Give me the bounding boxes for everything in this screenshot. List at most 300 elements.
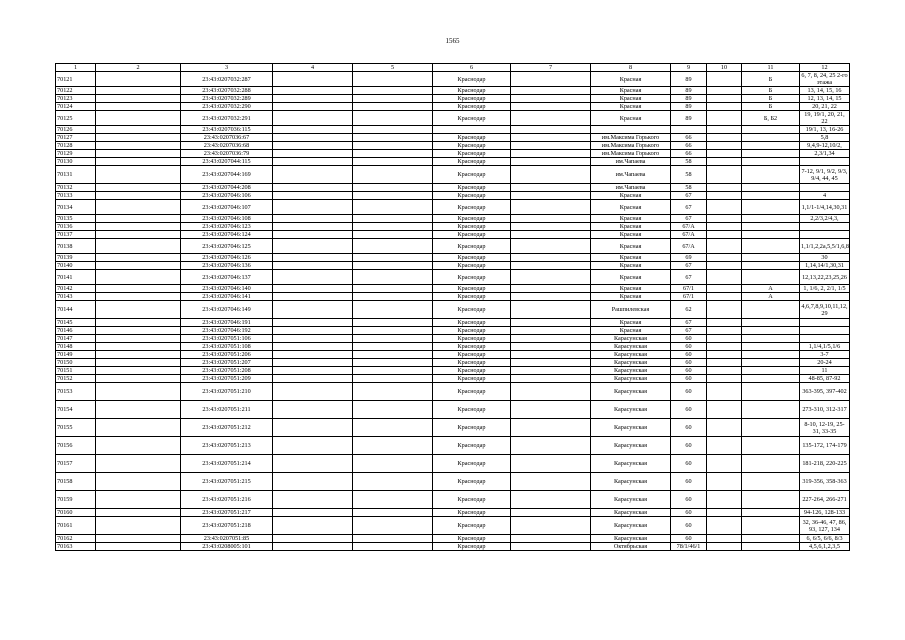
col-7-cell [511,270,591,285]
premises-numbers-cell: 6, 6/5, 6/6, 8/3 [800,535,850,543]
col-2-cell [96,543,181,551]
col-4-cell [273,359,353,367]
house-number-cell: 60 [671,473,707,491]
col-5-cell [353,543,433,551]
row-number-cell: 70152 [56,375,96,383]
col-4-cell [273,509,353,517]
cadastral-number-cell: 23:43:0207046:136 [181,262,273,270]
house-number-cell: 60 [671,351,707,359]
col-10-cell [707,239,742,254]
col-10-cell [707,231,742,239]
house-number-cell: 67 [671,192,707,200]
col-5-cell [353,215,433,223]
col-4-cell [273,327,353,335]
city-cell: Краснодар [433,150,511,158]
col-5-cell [353,254,433,262]
table-row [56,359,850,367]
col-10-cell [707,491,742,509]
city-cell: Краснодар [433,509,511,517]
city-cell: Краснодар [433,215,511,223]
city-cell: Краснодар [433,262,511,270]
table-row [56,367,850,375]
col-7-cell [511,192,591,200]
table-row [56,383,850,401]
col-2-cell [96,192,181,200]
premises-numbers-cell [800,231,850,239]
building-letter-cell: А [742,285,800,293]
col-10-cell [707,262,742,270]
col-7-cell [511,200,591,215]
house-number-cell: 60 [671,359,707,367]
cadastral-number-cell: 23:43:0207046:137 [181,270,273,285]
building-letter-cell [742,319,800,327]
col-5-cell [353,134,433,142]
col-2-cell [96,327,181,335]
building-letter-cell: Б, Б2 [742,111,800,126]
col-5-cell [353,158,433,166]
col-4-cell [273,419,353,437]
street-cell: им.Максима Горького [591,150,671,158]
city-cell: Краснодар [433,437,511,455]
col-10-cell [707,126,742,134]
house-number-cell: 67/А [671,223,707,231]
premises-numbers-cell [800,319,850,327]
row-number-cell: 70154 [56,401,96,419]
col-10-cell [707,142,742,150]
street-cell: Рашпилевская [591,301,671,319]
row-number-cell: 70130 [56,158,96,166]
col-5-cell [353,401,433,419]
building-letter-cell [742,517,800,535]
building-letter-cell [742,419,800,437]
table-row [56,192,850,200]
col-2-cell [96,200,181,215]
house-number-cell: 89 [671,111,707,126]
col-4-cell [273,239,353,254]
house-number-cell: 66 [671,142,707,150]
row-number-cell: 70149 [56,351,96,359]
city-cell: Краснодар [433,142,511,150]
col-2-cell [96,517,181,535]
col-5-cell [353,111,433,126]
col-7-cell [511,319,591,327]
street-cell: Карасунская [591,455,671,473]
cadastral-number-cell: 23:43:0207051:206 [181,351,273,359]
col-4-cell [273,491,353,509]
table-row [56,200,850,215]
col-10-cell [707,184,742,192]
table-row [56,301,850,319]
col-7-cell [511,401,591,419]
col-5-cell [353,351,433,359]
col-2-cell [96,239,181,254]
cadastral-number-cell: 23:43:0207046:123 [181,223,273,231]
col-10-cell [707,343,742,351]
col-2-cell [96,72,181,87]
premises-numbers-cell: 3-7 [800,351,850,359]
col-5-cell [353,293,433,301]
col-7-cell [511,134,591,142]
cadastral-number-cell: 23:43:0207051:209 [181,375,273,383]
premises-numbers-cell: 94-126, 128-133 [800,509,850,517]
table-row [56,231,850,239]
street-cell: им.Чапаева [591,184,671,192]
col-7-cell [511,285,591,293]
col-2-cell [96,419,181,437]
house-number-cell: 67 [671,319,707,327]
col-5-cell [353,87,433,95]
col-5-cell [353,383,433,401]
table-row [56,293,850,301]
building-letter-cell [742,491,800,509]
col-7-cell [511,262,591,270]
cadastral-number-cell: 23:43:0207032:287 [181,72,273,87]
col-5-cell [353,473,433,491]
col-7-cell [511,184,591,192]
street-cell: Карасунская [591,359,671,367]
col-2-cell [96,126,181,134]
col-5-cell [353,192,433,200]
col-4-cell [273,543,353,551]
col-4-cell [273,401,353,419]
city-cell [433,126,511,134]
table-row [56,111,850,126]
house-number-cell: 66 [671,150,707,158]
col-7-cell [511,473,591,491]
building-letter-cell [742,262,800,270]
premises-numbers-cell: 6, 7, 8, 24, 25 2-го этажа [801,72,848,86]
table-row [56,535,850,543]
col-7-cell [511,455,591,473]
col-10-cell [707,367,742,375]
col-2-cell [96,262,181,270]
column-header: 8 [591,64,671,72]
col-4-cell [273,192,353,200]
row-number-cell: 70128 [56,142,96,150]
city-cell: Краснодар [433,383,511,401]
city-cell: Краснодар [433,72,511,87]
cadastral-number-cell: 23:43:0207036:67 [181,134,273,142]
col-5-cell [353,184,433,192]
row-number-cell: 70142 [56,285,96,293]
city-cell: Краснодар [433,335,511,343]
house-number-cell: 67 [671,270,707,285]
col-2-cell [96,437,181,455]
house-number-cell: 60 [671,491,707,509]
col-2-cell [96,473,181,491]
city-cell: Краснодар [433,270,511,285]
col-2-cell [96,111,181,126]
col-4-cell [273,223,353,231]
premises-numbers-cell [800,158,850,166]
col-10-cell [707,285,742,293]
house-number-cell: 60 [671,375,707,383]
premises-numbers-cell [800,184,850,192]
column-header: 7 [511,64,591,72]
col-5-cell [353,166,433,184]
city-cell: Краснодар [433,231,511,239]
col-4-cell [273,184,353,192]
premises-numbers-cell: 1,1/1,2,2а,5,5/1,6,8 [800,239,850,254]
col-2-cell [96,270,181,285]
col-10-cell [707,158,742,166]
cadastral-number-cell: 23:43:0207046:140 [181,285,273,293]
cadastral-number-cell: 23:43:0207046:192 [181,327,273,335]
col-5-cell [353,343,433,351]
row-number-cell: 70150 [56,359,96,367]
building-letter-cell: Б [742,103,800,111]
col-5-cell [353,359,433,367]
building-letter-cell [742,215,800,223]
row-number-cell: 70161 [56,517,96,535]
col-10-cell [707,301,742,319]
city-cell: Краснодар [433,285,511,293]
house-number-cell: 60 [671,335,707,343]
col-7-cell [511,437,591,455]
building-letter-cell [742,343,800,351]
city-cell: Краснодар [433,401,511,419]
house-number-cell: 60 [671,455,707,473]
table-row [56,72,850,87]
premises-numbers-cell: 2,2/3,2/4,3, [800,215,850,223]
building-letter-cell [742,166,800,184]
house-number-cell: 67/1 [671,293,707,301]
city-cell: Краснодар [433,351,511,359]
street-cell: Карасунская [591,419,671,437]
col-5-cell [353,270,433,285]
premises-numbers-cell: 20, 21, 22 [800,103,850,111]
col-5-cell [353,231,433,239]
street-cell: Красная [591,319,671,327]
table-row [56,543,850,551]
col-10-cell [707,473,742,491]
cadastral-number-cell: 23:43:0207046:149 [181,301,273,319]
col-10-cell [707,111,742,126]
table-body [56,72,850,551]
row-number-cell: 70126 [56,126,96,134]
row-number-cell: 70155 [56,419,96,437]
house-number-cell: 89 [671,95,707,103]
col-4-cell [273,158,353,166]
building-letter-cell [742,437,800,455]
city-cell: Краснодар [433,375,511,383]
row-number-cell: 70129 [56,150,96,158]
city-cell: Краснодар [433,319,511,327]
premises-numbers-cell: 319-356, 358-363 [800,473,850,491]
street-cell: Красная [591,103,671,111]
cadastral-number-cell: 23:43:0207046:124 [181,231,273,239]
col-4-cell [273,150,353,158]
premises-numbers-cell: 9,4,9-12,10/2, [800,142,850,150]
premises-numbers-cell: 8-10, 12-19, 25-31, 33-35 [800,419,850,437]
row-number-cell: 70148 [56,343,96,351]
col-7-cell [511,126,591,134]
street-cell: Красная [591,293,671,301]
building-letter-cell [742,473,800,491]
house-number-cell: 89 [671,87,707,95]
row-number-cell: 70146 [56,327,96,335]
col-4-cell [273,270,353,285]
col-5-cell [353,262,433,270]
col-4-cell [273,383,353,401]
building-letter-cell [742,158,800,166]
col-5-cell [353,319,433,327]
col-4-cell [273,335,353,343]
header-row [56,64,850,72]
table-row [56,87,850,95]
col-7-cell [511,367,591,375]
premises-numbers-cell: 48-85, 87-92 [800,375,850,383]
cadastral-number-cell: 23:43:0207044:208 [181,184,273,192]
col-4-cell [273,262,353,270]
col-2-cell [96,158,181,166]
house-number-cell: 67 [671,327,707,335]
col-2-cell [96,293,181,301]
table-row [56,134,850,142]
street-cell: Красная [591,192,671,200]
col-2-cell [96,367,181,375]
premises-numbers-cell: 4 [800,192,850,200]
col-7-cell [511,223,591,231]
col-7-cell [511,239,591,254]
building-letter-cell [742,270,800,285]
col-5-cell [353,126,433,134]
city-cell: Краснодар [433,419,511,437]
table-row [56,150,850,158]
col-5-cell [353,327,433,335]
row-number-cell: 70156 [56,437,96,455]
col-2-cell [96,455,181,473]
col-4-cell [273,254,353,262]
building-letter-cell [742,301,800,319]
street-cell: Красная [591,215,671,223]
col-10-cell [707,254,742,262]
col-10-cell [707,72,742,87]
street-cell [591,126,671,134]
col-10-cell [707,419,742,437]
col-2-cell [96,142,181,150]
col-10-cell [707,455,742,473]
city-cell: Краснодар [433,158,511,166]
col-7-cell [511,509,591,517]
column-header: 1 [56,64,96,72]
col-5-cell [353,367,433,375]
city-cell: Краснодар [433,455,511,473]
table-row [56,95,850,103]
column-header: 9 [671,64,707,72]
table-row [56,215,850,223]
cadastral-number-cell: 23:43:0207051:211 [181,401,273,419]
city-cell: Краснодар [433,184,511,192]
col-5-cell [353,285,433,293]
house-number-cell: 60 [671,367,707,375]
table-row [56,126,850,134]
col-2-cell [96,319,181,327]
street-cell: Октябрьская [591,543,671,551]
col-4-cell [273,200,353,215]
cadastral-number-cell: 23:43:0207051:210 [181,383,273,401]
cadastral-number-cell: 23:43:0207046:141 [181,293,273,301]
city-cell: Краснодар [433,200,511,215]
table-row [56,335,850,343]
building-letter-cell [742,239,800,254]
col-2-cell [96,343,181,351]
premises-numbers-cell: 19/1, 13, 16-26 [800,126,850,134]
col-4-cell [273,437,353,455]
col-7-cell [511,111,591,126]
street-cell: Карасунская [591,437,671,455]
row-number-cell: 70163 [56,543,96,551]
column-header: 12 [800,64,850,72]
col-4-cell [273,231,353,239]
street-cell: Красная [591,111,671,126]
premises-numbers-cell: 1,1/1-1/4,14,30,31 [800,200,850,215]
table-row [56,223,850,231]
col-4-cell [273,95,353,103]
row-number-cell: 70123 [56,95,96,103]
col-4-cell [273,134,353,142]
street-cell: Красная [591,95,671,103]
street-cell: Красная [591,270,671,285]
city-cell: Краснодар [433,543,511,551]
building-letter-cell [742,254,800,262]
street-cell: Красная [591,327,671,335]
city-cell: Краснодар [433,517,511,535]
building-letter-cell [742,223,800,231]
city-cell: Краснодар [433,535,511,543]
premises-numbers-cell: 19, 19/1, 20, 21, 22 [800,111,850,126]
row-number-cell: 70131 [56,166,96,184]
col-2-cell [96,401,181,419]
row-number-cell: 70138 [56,239,96,254]
premises-numbers-cell: 2,3/1,34 [800,150,850,158]
table-row [56,437,850,455]
col-7-cell [511,535,591,543]
column-header: 5 [353,64,433,72]
cadastral-number-cell: 23:43:0207036:68 [181,142,273,150]
row-number-cell: 70157 [56,455,96,473]
building-letter-cell: Б [742,72,800,87]
premises-numbers-cell: 4,5,6,1,2,3,5 [800,543,850,551]
premises-numbers-cell [800,293,850,301]
building-letter-cell [742,535,800,543]
col-5-cell [353,95,433,103]
street-cell: Карасунская [591,491,671,509]
col-7-cell [511,158,591,166]
street-cell: Красная [591,200,671,215]
building-letter-cell: Б [742,95,800,103]
building-letter-cell [742,367,800,375]
cadastral-number-cell: 23:43:0207046:125 [181,239,273,254]
col-7-cell [511,419,591,437]
cadastral-number-cell: 23:43:0207046:108 [181,215,273,223]
house-number-cell: 69 [671,254,707,262]
cadastral-number-cell: 23:43:0207032:291 [181,111,273,126]
page-number: 1565 [445,37,460,45]
cadastral-number-cell: 23:43:0207046:106 [181,192,273,200]
table-row [56,327,850,335]
house-number-cell: 67/А [671,231,707,239]
col-2-cell [96,335,181,343]
col-4-cell [273,319,353,327]
col-5-cell [353,491,433,509]
col-7-cell [511,543,591,551]
cadastral-number-cell: 23:43:0207051:208 [181,367,273,375]
col-10-cell [707,351,742,359]
house-number-cell [671,126,707,134]
row-number-cell: 70141 [56,270,96,285]
row-number-cell: 70151 [56,367,96,375]
